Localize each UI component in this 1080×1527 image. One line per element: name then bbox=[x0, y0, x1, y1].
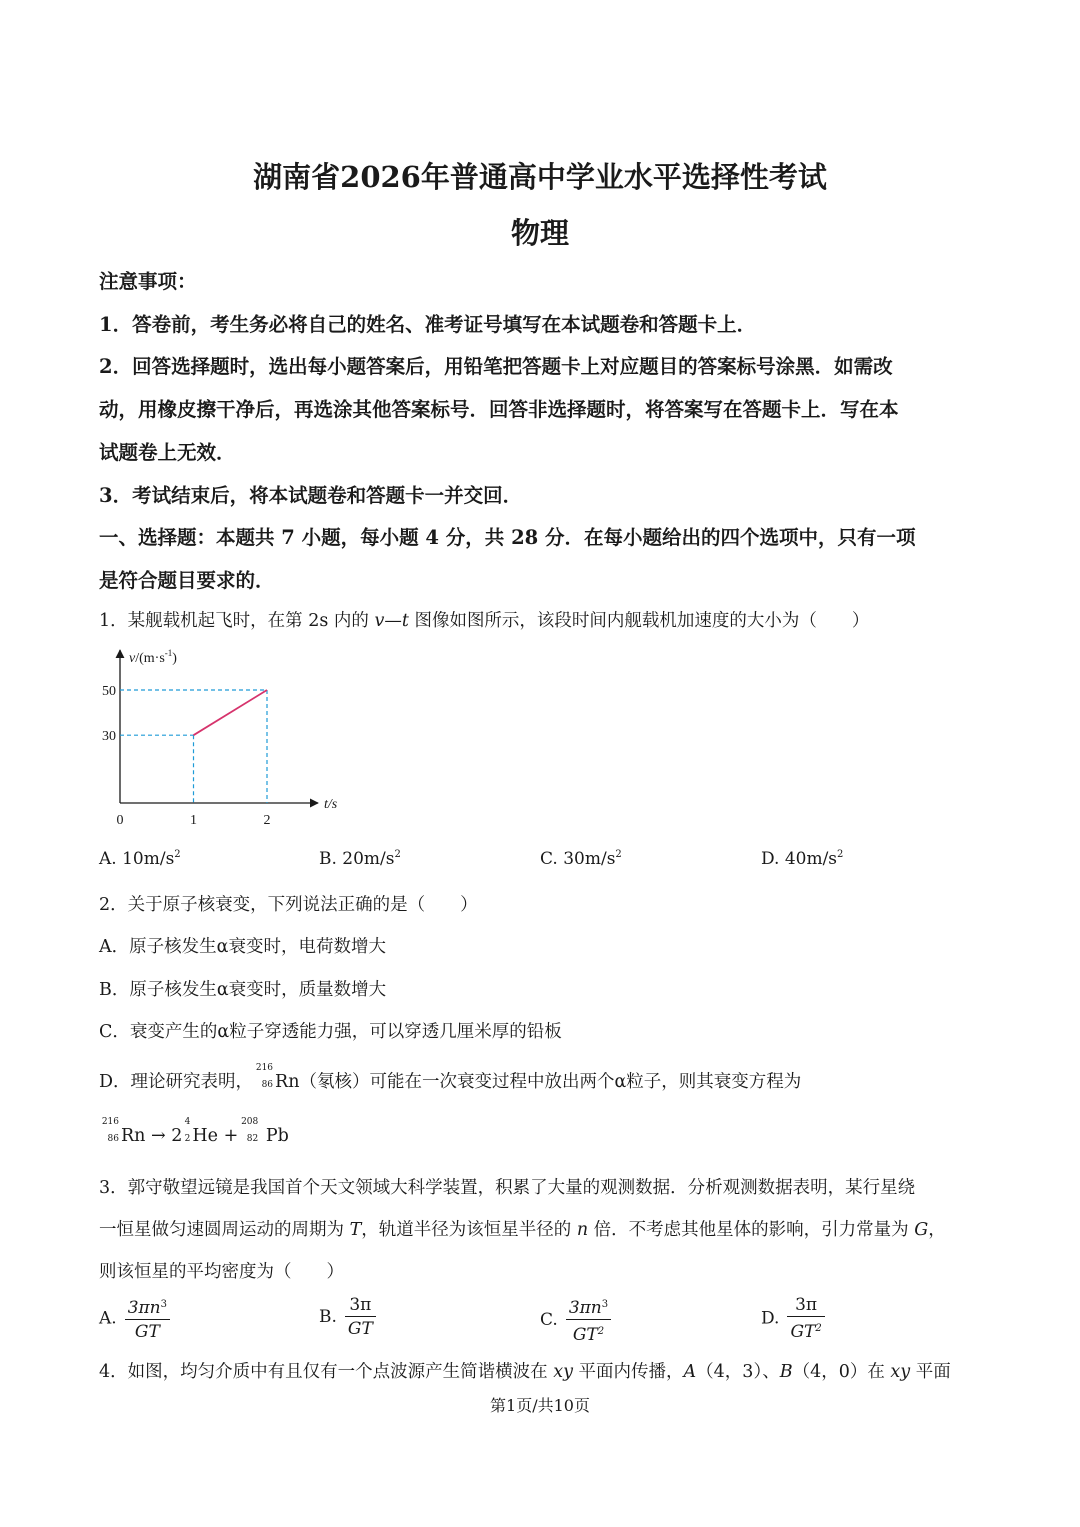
denominator: GT bbox=[790, 1322, 816, 1342]
q3-text: 倍．不考虑其他星体的影响，引力常量为 bbox=[588, 1220, 915, 1240]
q1-stem-part: 1．某舰载机起飞时，在第 2s 内的 bbox=[99, 611, 375, 631]
vt-chart bbox=[90, 640, 360, 835]
mass-number: 208 bbox=[241, 1117, 259, 1127]
series-line bbox=[194, 690, 268, 735]
x-axis-label: t/s bbox=[324, 797, 338, 812]
decay-equation bbox=[99, 1117, 289, 1146]
section-heading-line-2: 是符合题目要求的． bbox=[99, 569, 275, 592]
unit-exponent: 2 bbox=[615, 849, 622, 860]
q4-text: 4．如图，均匀介质中有且仅有一个点波源产生简谐横波在 bbox=[99, 1362, 554, 1382]
fraction bbox=[125, 1294, 170, 1344]
option-label: A. bbox=[99, 1308, 117, 1329]
q3-text: ， bbox=[928, 1220, 946, 1240]
denominator: GT bbox=[125, 1319, 170, 1344]
fraction bbox=[787, 1294, 824, 1344]
denominator: GT bbox=[572, 1325, 598, 1345]
mass-number: 216 bbox=[255, 1063, 274, 1073]
mass-number: 4 bbox=[184, 1117, 191, 1127]
numerator: 3π bbox=[795, 1295, 818, 1315]
option-label: D. bbox=[761, 1308, 780, 1329]
q3-line-3: 则该恒星的平均密度为（ ） bbox=[99, 1262, 344, 1282]
exam-title: 湖南省2026年普通高中学业水平选择性考试 bbox=[253, 160, 827, 194]
option-label: C. bbox=[540, 1310, 558, 1330]
q3-option-d[interactable] bbox=[761, 1294, 825, 1344]
rn-nuclide bbox=[253, 1063, 275, 1090]
element-symbol: He + bbox=[192, 1126, 239, 1146]
q1-v-symbol: v bbox=[374, 611, 385, 631]
q3-option-b[interactable] bbox=[319, 1294, 376, 1341]
q1-stem-part: 图像如图所示，该段时间内舰载机加速度的大小为（ ） bbox=[408, 611, 870, 631]
ratio-symbol: n bbox=[576, 1220, 589, 1240]
q1-option-c-label: C. 30m/s bbox=[540, 849, 616, 869]
guide-lines bbox=[120, 690, 267, 803]
notice-item-2-line-1: 2．回答选择题时，选出每小题答案后，用铅笔把答题卡上对应题目的答案标号涂黑．如需改 bbox=[99, 355, 893, 378]
numerator: 3πn bbox=[568, 1298, 602, 1318]
notice-item-2-line-3: 试题卷上无效． bbox=[99, 441, 236, 464]
gravity-constant-symbol: G bbox=[914, 1220, 929, 1240]
plane-symbol: xy bbox=[890, 1362, 911, 1382]
q2-option-b[interactable]: B．原子核发生α衰变时，质量数增大 bbox=[99, 980, 387, 1000]
q1-option-b[interactable] bbox=[319, 849, 401, 869]
q2-option-c[interactable]: C．衰变产生的α粒子穿透能力强，可以穿透几厘米厚的铅板 bbox=[99, 1022, 562, 1042]
period-symbol: T bbox=[349, 1220, 362, 1240]
subject-title: 物理 bbox=[510, 216, 569, 250]
exponent: 2 bbox=[815, 1323, 822, 1334]
q1-option-c[interactable] bbox=[540, 849, 622, 869]
q1-option-a[interactable] bbox=[99, 849, 181, 869]
notice-heading: 注意事项： bbox=[99, 270, 197, 293]
q3-text: 一恒星做匀速圆周运动的周期为 bbox=[99, 1220, 350, 1240]
q3-option-a[interactable] bbox=[99, 1294, 170, 1344]
exponent: 3 bbox=[601, 1299, 609, 1310]
q1-option-a-label: A. 10m/s bbox=[99, 849, 175, 869]
exponent: 2 bbox=[597, 1326, 605, 1337]
notice-item-3: 3．考试结束后，将本试题卷和答题卡一并交回． bbox=[99, 484, 523, 507]
q3-option-c[interactable] bbox=[540, 1294, 611, 1347]
q2-option-a[interactable]: A．原子核发生α衰变时，电荷数增大 bbox=[99, 937, 386, 957]
unit-exponent: 2 bbox=[837, 849, 844, 860]
q2-option-d[interactable] bbox=[99, 1063, 802, 1093]
equation-arrow: → 2 bbox=[151, 1126, 183, 1146]
plane-symbol: xy bbox=[553, 1362, 573, 1382]
option-label: B. bbox=[319, 1307, 337, 1327]
denominator: GT bbox=[345, 1316, 376, 1341]
y-axis-label: $v/(m\cdot s^{-1})$ bbox=[129, 648, 177, 666]
q1-stem bbox=[99, 607, 869, 632]
notice-item-2-line-2: 动，用橡皮擦干净后，再选涂其他答案标号．回答非选择题时，将答案写在答题卡上．写在本 bbox=[99, 398, 899, 421]
he-nuclide bbox=[182, 1117, 192, 1144]
numerator: 3πn bbox=[127, 1298, 161, 1318]
mass-number: 216 bbox=[101, 1117, 119, 1127]
q1-option-d-label: D. 40m/s bbox=[761, 849, 838, 869]
q4-text: 平面内传播， bbox=[572, 1362, 684, 1382]
numerator: 3π bbox=[349, 1295, 372, 1315]
element-symbol: Rn bbox=[121, 1126, 146, 1146]
section-heading-line-1: 一、选择题：本题共 7 小题，每小题 4 分，共 28 分．在每小题给出的四个选项中，只有一项 bbox=[99, 526, 916, 549]
point-b-symbol: B bbox=[779, 1362, 793, 1382]
q2-stem: 2．关于原子核衰变，下列说法正确的是（ ） bbox=[99, 895, 478, 915]
q4-text: 平面 bbox=[910, 1362, 951, 1382]
q2-option-d-text: （氡核）可能在一次衰变过程中放出两个α粒子，则其衰变方程为 bbox=[299, 1072, 802, 1092]
q3-text: ，轨道半径为该恒星半径的 bbox=[361, 1220, 577, 1240]
atomic-number: 86 bbox=[107, 1134, 119, 1144]
q2-option-d-text: D．理论研究表明， bbox=[99, 1072, 254, 1092]
atomic-number: 2 bbox=[184, 1134, 191, 1144]
q1-option-d[interactable] bbox=[761, 849, 843, 869]
atomic-number: 82 bbox=[246, 1134, 259, 1144]
page-footer: 第1页/共10页 bbox=[490, 1396, 590, 1415]
notice-item-1: 1．答卷前，考生务必将自己的姓名、准考证号填写在本试题卷和答题卡上． bbox=[99, 313, 757, 336]
pb-nuclide bbox=[238, 1117, 260, 1144]
tick-labels bbox=[102, 684, 271, 828]
fraction bbox=[345, 1294, 376, 1341]
element-symbol: Pb bbox=[265, 1126, 289, 1146]
q1-t-symbol: t bbox=[401, 611, 409, 631]
y-tick-label: 50 bbox=[102, 684, 116, 699]
x-tick-label: 1 bbox=[190, 813, 197, 828]
q4-stem bbox=[99, 1358, 951, 1383]
atomic-number: 86 bbox=[261, 1080, 274, 1090]
element-symbol: Rn bbox=[275, 1072, 300, 1092]
q4-text: （4，3）、 bbox=[696, 1362, 780, 1382]
q3-line-1: 3．郭守敬望远镜是我国首个天文领域大科学装置，积累了大量的观测数据．分析观测数据表明，某行星绕 bbox=[99, 1178, 916, 1198]
q3-line-2 bbox=[99, 1216, 946, 1241]
series-layer bbox=[194, 690, 268, 735]
fraction bbox=[566, 1294, 611, 1347]
q1-option-b-label: B. 20m/s bbox=[319, 849, 395, 869]
exponent: 3 bbox=[160, 1299, 167, 1310]
q1-dash: — bbox=[384, 611, 402, 631]
y-tick-label: 30 bbox=[102, 729, 116, 745]
rn-nuclide bbox=[99, 1117, 121, 1144]
x-tick-label: 2 bbox=[263, 813, 271, 828]
point-a-symbol: A bbox=[683, 1362, 697, 1382]
x-tick-label: 0 bbox=[116, 813, 124, 828]
unit-exponent: 2 bbox=[394, 849, 401, 860]
unit-exponent: 2 bbox=[174, 849, 181, 860]
q4-text: （4，0）在 bbox=[792, 1362, 891, 1382]
